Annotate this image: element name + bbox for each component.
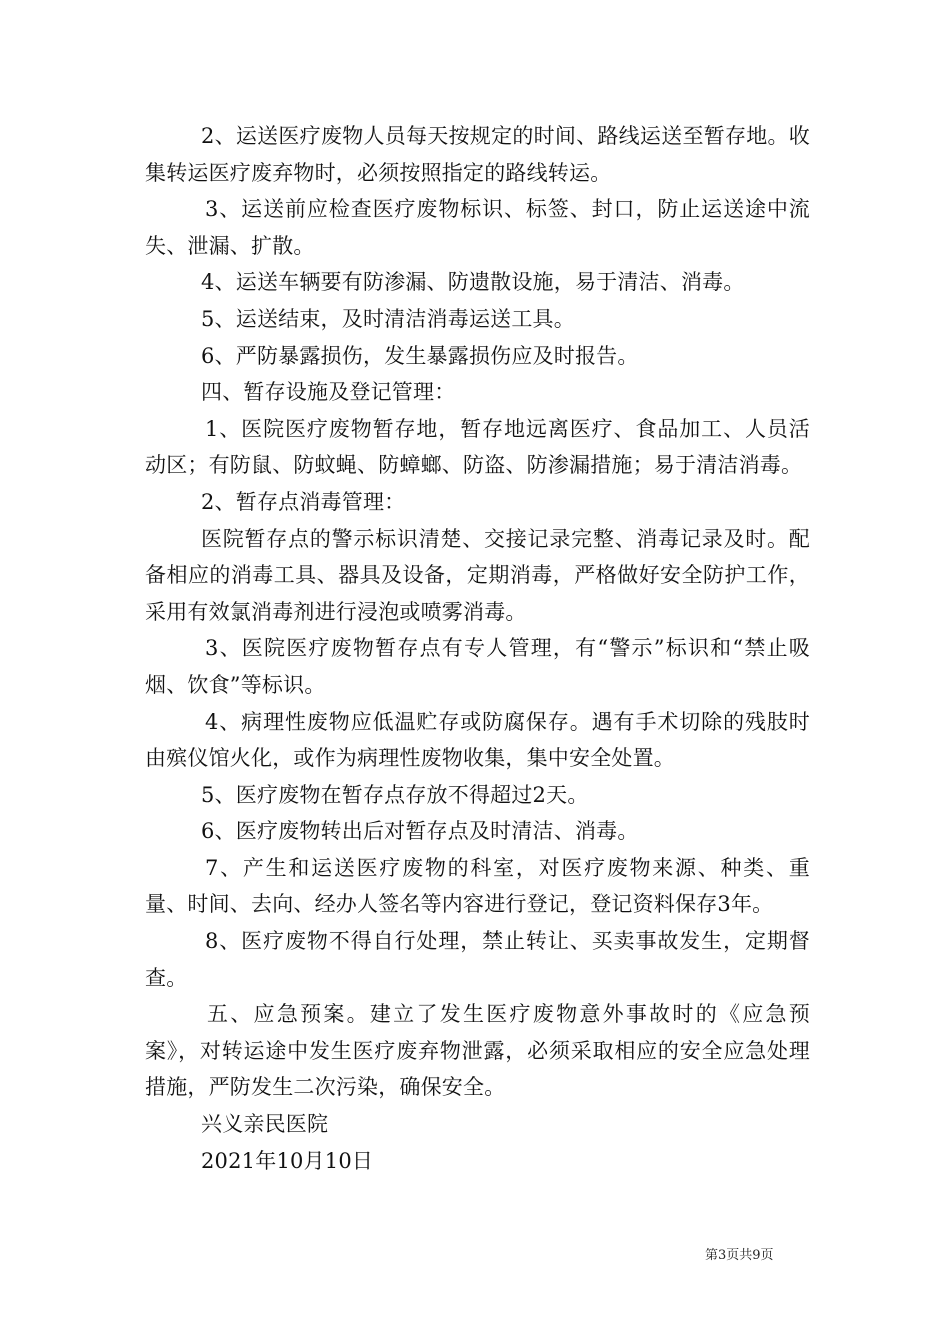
paragraph-emergency-plan: 五、应急预案。建立了发生医疗废物意外事故时的《应急预案》，对转运途中发生医疗废弃物泄露，必须采取相应的安全应急处理措施，严防发生二次污染，确保安全。 (145, 1002, 810, 1100)
paragraph-storage-disinfection-heading: 2、暂存点消毒管理： (201, 489, 406, 514)
paragraph-no-self-disposal: 8、医疗废物不得自行处理，禁止转让、买卖事故发生，定期督查。 (145, 929, 810, 990)
paragraph-pathological-waste: 4、病理性废物应低温贮存或防腐保存。遇有手术切除的残肢时由殡仪馆火化，或作为病理性废物收集，集中安全处置。 (145, 709, 810, 771)
signature-hospital-name: 兴义亲民医院 (201, 1112, 329, 1137)
paragraph-storage-duration: 5、医疗废物在暂存点存放不得超过2天。 (201, 782, 589, 807)
paragraph-transport-schedule: 2、运送医疗废物人员每天按规定的时间、路线运送至暂存地。收集转运医疗废弃物时，必须按照指定的路线转运。 (145, 124, 810, 185)
paragraph-storage-location: 1、医院医疗废物暂存地，暂存地远离医疗、食品加工、人员活动区；有防鼠、防蚊蝇、防蟑螂、防盗、防渗漏措施；易于清洁消毒。 (145, 416, 810, 478)
paragraph-transport-vehicle: 4、运送车辆要有防渗漏、防遗散设施，易于清洁、消毒。 (201, 270, 745, 295)
paragraph-transport-check: 3、运送前应检查医疗废物标识、标签、封口，防止运送途中流失、泄漏、扩散。 (145, 197, 810, 258)
paragraph-storage-disinfection: 医院暂存点的警示标识清楚、交接记录完整、消毒记录及时。配备相应的消毒工具、器具及设备，定期消毒，严格做好安全防护工作，采用有效氯消毒剂进行浸泡或喷雾消毒。 (145, 526, 810, 624)
paragraph-registration: 7、产生和运送医疗废物的科室，对医疗废物来源、种类、重量、时间、去向、经办人签名等内容进行登记，登记资料保存3年。 (145, 855, 810, 917)
page-number-footer: 第3页共9页 (705, 1248, 774, 1263)
paragraph-storage-signage: 3、医院医疗废物暂存点有专人管理，有“警示”标识和“禁止吸烟、饮食”等标识。 (145, 636, 810, 697)
paragraph-transport-cleaning: 5、运送结束，及时清洁消毒运送工具。 (201, 306, 575, 331)
paragraph-storage-cleaning: 6、医疗废物转出后对暂存点及时清洁、消毒。 (201, 819, 639, 844)
paragraph-exposure-report: 6、严防暴露损伤，发生暴露损伤应及时报告。 (201, 343, 639, 368)
document-body (145, 118, 810, 1179)
signature-date: 2021年10月10日 (201, 1148, 374, 1173)
section-heading-storage: 四、暂存设施及登记管理： (201, 380, 456, 405)
